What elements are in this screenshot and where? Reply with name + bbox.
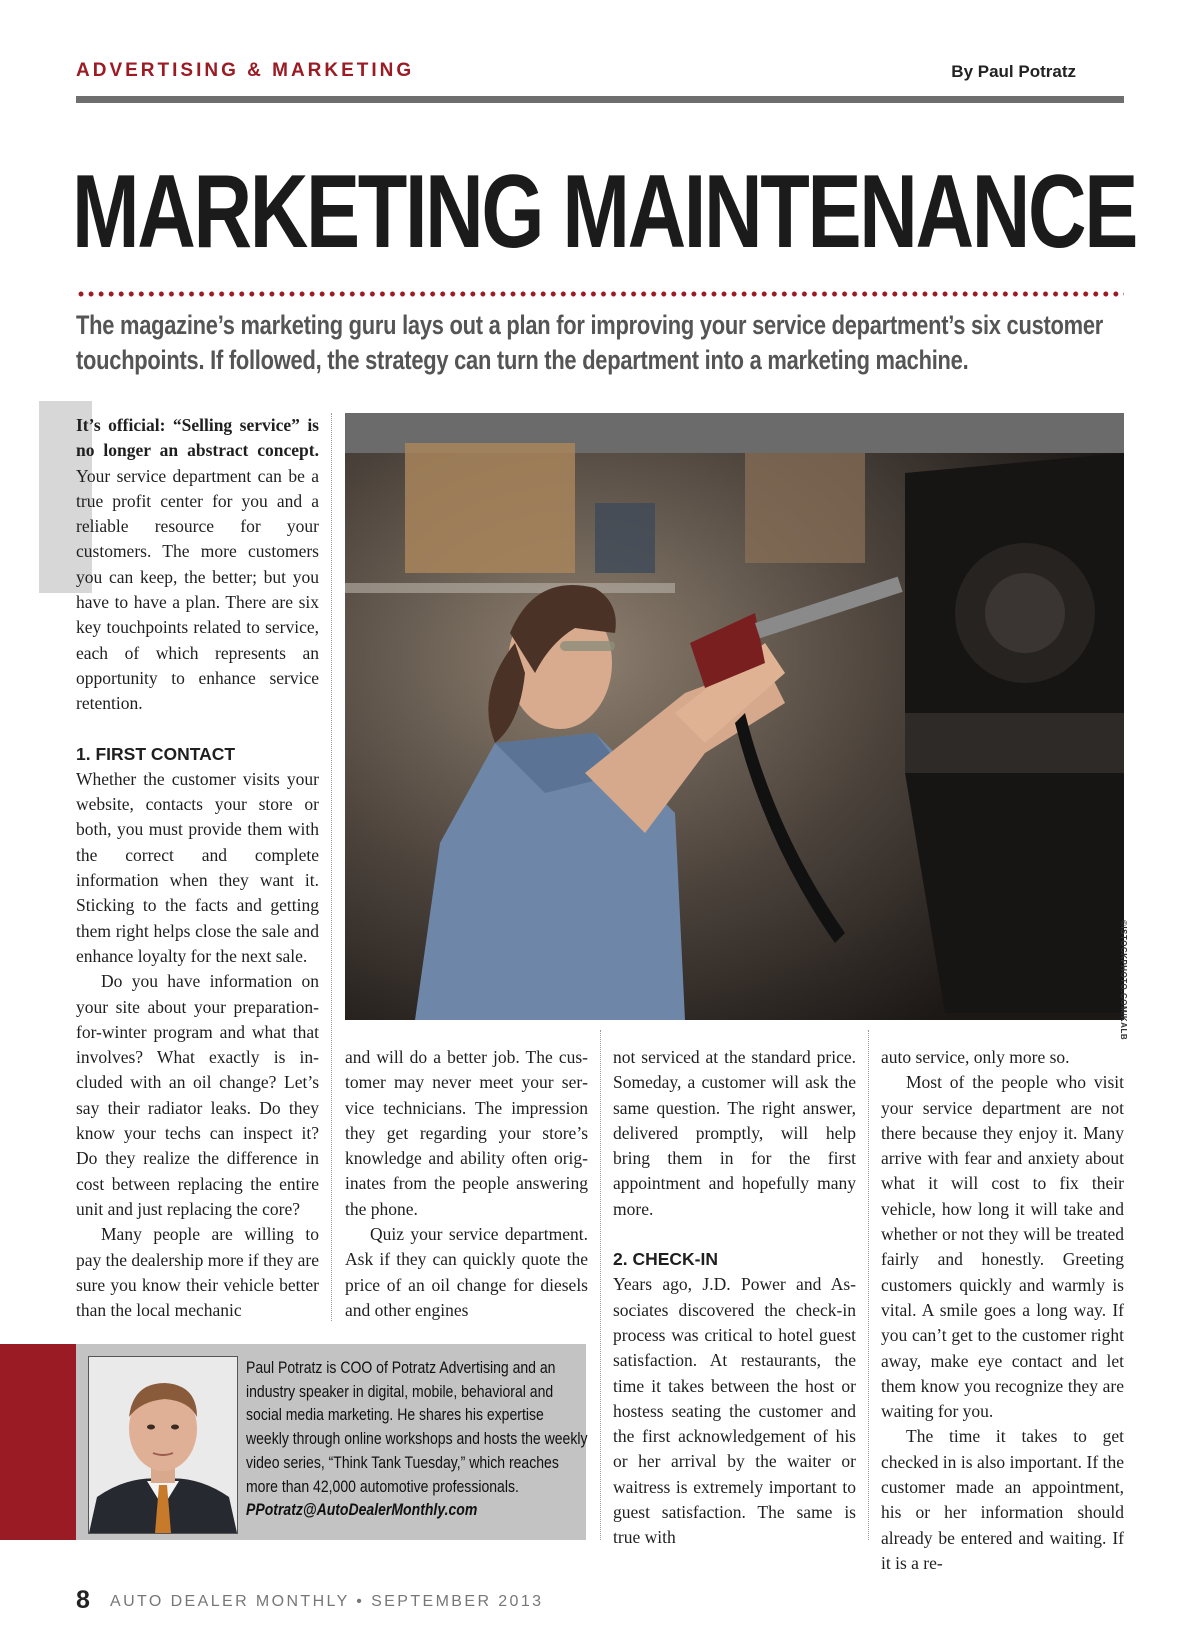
article-headline: MARKETING MAINTENANCE [72, 154, 1136, 270]
paragraph: Quiz your service department. Ask if they can quickly quote the price of an oil change for diesels and other engines [345, 1224, 588, 1320]
author-portrait [89, 1357, 237, 1533]
column-divider [600, 1030, 601, 1540]
publication-line: AUTO DEALER MONTHLY • SEPTEMBER 2013 [110, 1593, 544, 1610]
byline: By Paul Potratz [951, 62, 1076, 81]
bio-accent-block [0, 1344, 76, 1540]
paragraph: auto service, only more so. [881, 1047, 1070, 1067]
column-divider [868, 1030, 869, 1540]
column-4 [881, 1045, 1124, 1576]
section-label: ADVERTISING & MARKETING [76, 60, 415, 81]
paragraph: Most of the people who visit your service department are not there because they enjoy it. Many arrive with fear and anxiety about what it will cost to fix their vehicle, how long it will take and whether or not they will be treated fairly and honestly. Greeting customers quickly and warmly is vital. A smile goes a long way. If you can’t get to the customer right away, make eye contact and let them know you recognize they are waiting for you. [881, 1072, 1124, 1422]
author-bio-text: Paul Potratz is COO of Potratz Advertising and an industry speaker in digital, mobile, behavioral and social media marketing. He shares his expertise weekly through online workshops and hosts the weekly video series, “Think Tank Tuesday,” which reaches more than 42,000 automotive professionals. [246, 1359, 588, 1496]
author-photo [88, 1356, 238, 1534]
paragraph: Do you have information on your site about your preparation-for-winter program and what that involves? What exactly is included with an oil change? Let’s say their radiator leaks. Do they know your techs can inspect it? Do they realize the difference in cost between replacing the entire unit and just replacing the core? [76, 971, 319, 1219]
column-divider [331, 413, 332, 1321]
photo-credit: ©ISTOCKPHOTO.COM/KALB [1119, 920, 1128, 1041]
author-bio [246, 1357, 589, 1523]
lead-text: Your service department can be a true profit center for you and a reliable resource for your customers. The more customers you can keep, the better; but you have to have a plan. There are six key touchpoints related to service, each of which represents an opportunity to enhance service retention. [76, 465, 319, 714]
column-2 [345, 1045, 588, 1323]
mechanic-photo-illustration [345, 413, 1124, 1020]
paragraph: and will do a better job. The customer may never meet your service technicians. The impression they get regarding your store’s knowledge and ability often originates from the people answering the phone. [345, 1047, 588, 1219]
heading-check-in: 2. CHECK-IN [613, 1249, 719, 1270]
paragraph: The time it takes to get checked in is also important. If the customer made an appointment, his or her information should already be entered and waiting. If it is a re- [881, 1426, 1124, 1573]
paragraph: Many people are willing to pay the dealership more if they are sure you know their vehicle better than the local mechanic [76, 1224, 319, 1321]
paragraph: Whether the customer visits your website, contacts your store or both, you must provide them with the correct and complete information when they want it. Sticking to the facts and getting them right helps close the sale and enhance loyalty for the next sale. [76, 768, 319, 966]
paragraph: not serviced at the standard price. Someday, a customer will ask the same question. The right answer, delivered promptly, will help bring them in for the first appointment and hopefully many more. [613, 1047, 856, 1219]
heading-first-contact: 1. FIRST CONTACT [76, 743, 236, 764]
lead-paragraph [76, 413, 319, 717]
lead-bold-text: It’s official: “Selling service” is no longer an abstract concept. [76, 415, 319, 461]
article-deck: The magazine’s marketing guru lays out a plan for improving your service department’s six customer touchpoints. If followed, the strategy can turn the department into a marketing machine. [76, 310, 1104, 375]
header-rule [76, 96, 1124, 103]
page-number: 8 [76, 1586, 90, 1614]
dotted-divider [76, 290, 1124, 298]
mechanic-photo [345, 413, 1124, 1020]
column-3 [613, 1045, 856, 1551]
author-email-link[interactable]: PPotratz@AutoDealerMonthly.com [246, 1501, 478, 1520]
paragraph: Years ago, J.D. Power and Associates discovered the check-in process was critical to hotel guest satisfaction. At restaurants, the time it takes between the host or hostess seating the customer and the first acknowledgement of his or her arrival by the waiter or waitress is extremely important to guest satisfaction. The same is true with [613, 1274, 856, 1548]
column-1 [76, 413, 319, 1323]
